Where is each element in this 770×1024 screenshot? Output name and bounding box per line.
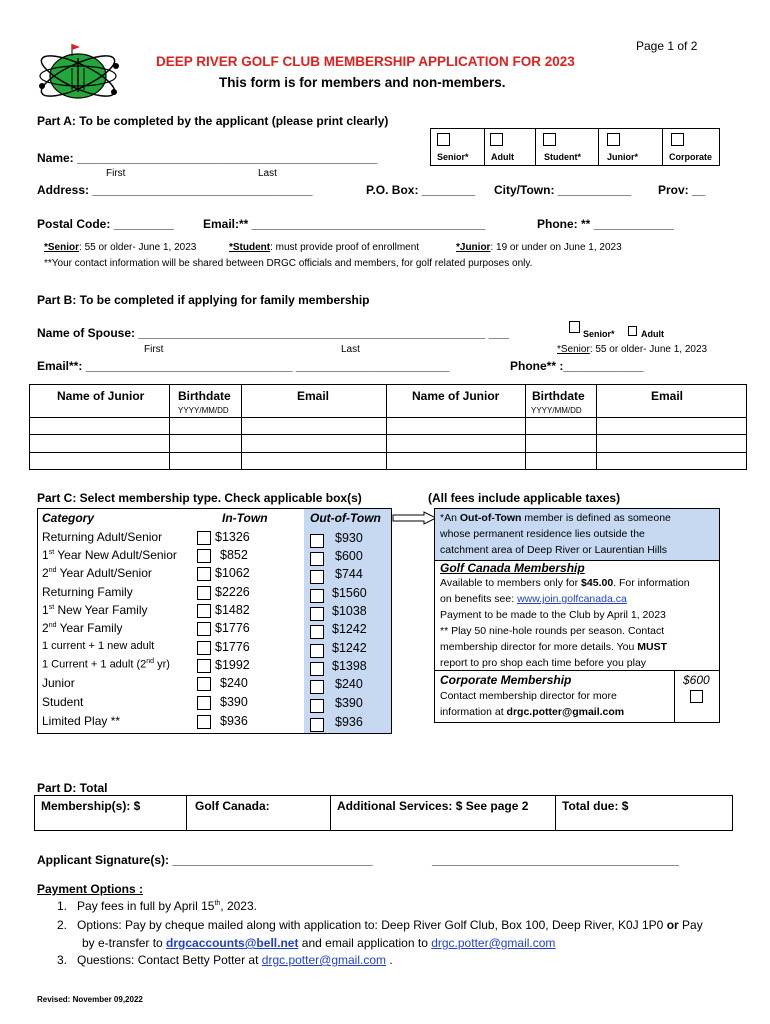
postal-code-field[interactable]: Postal Code: _________ <box>37 217 174 231</box>
junior-name-header-2: Name of Junior <box>412 389 500 403</box>
junior-type-label: Junior* <box>607 152 639 162</box>
corporate-line2: information at drgc.potter@gmail.com <box>440 706 625 718</box>
signature-field[interactable]: Applicant Signature(s): ______________________________ <box>37 853 373 867</box>
out-of-town-price: $936 <box>335 715 363 729</box>
arrow-right-icon <box>392 511 438 525</box>
spouse-senior-checkbox[interactable] <box>569 321 580 333</box>
out-of-town-checkbox[interactable] <box>310 552 324 566</box>
fee-category: Limited Play ** <box>42 714 121 728</box>
in-town-checkbox[interactable] <box>197 641 211 655</box>
in-town-price: $1776 <box>215 621 250 635</box>
in-town-checkbox[interactable] <box>197 586 211 600</box>
in-town-checkbox[interactable] <box>197 531 211 545</box>
application-email-link[interactable]: drgc.potter@gmail.com <box>431 936 556 950</box>
junior-name-header-1: Name of Junior <box>57 389 145 403</box>
out-of-town-checkbox[interactable] <box>310 589 324 603</box>
senior-note: *Senior: 55 or older- June 1, 2023 <box>44 242 197 253</box>
student-type-label: Student* <box>544 152 581 162</box>
in-town-header: In-Town <box>222 511 268 525</box>
payment-option-3: 3. Questions: Contact Betty Potter at drgc.potter@gmail.com . <box>57 953 393 967</box>
out-of-town-price: $240 <box>335 677 363 691</box>
fees-note: (All fees include applicable taxes) <box>428 491 621 505</box>
part-b-heading: Part B: To be completed if applying for family membership <box>37 293 370 307</box>
limited-play-line3: report to pro shop each time before you play <box>440 657 647 669</box>
golf-canada-title: Golf Canada Membership <box>440 561 585 575</box>
in-town-price: $936 <box>220 714 248 728</box>
out-of-town-price: $1242 <box>332 641 367 655</box>
senior-checkbox[interactable] <box>437 133 450 146</box>
name-label: Name: <box>37 151 78 165</box>
out-of-town-checkbox[interactable] <box>310 718 324 732</box>
junior-checkbox[interactable] <box>607 133 620 146</box>
out-of-town-price: $744 <box>335 567 363 581</box>
golf-canada-line1: Available to members only for $45.00. For information <box>440 577 690 589</box>
category-header: Category <box>42 511 95 525</box>
in-town-price: $1992 <box>215 658 250 672</box>
in-town-checkbox[interactable] <box>197 715 211 729</box>
part-a-heading: Part A: To be completed by the applicant (please print clearly) <box>37 114 389 128</box>
out-of-town-price: $1560 <box>332 586 367 600</box>
spouse-name-field[interactable]: Name of Spouse: ____________________________________________________ ___ <box>37 326 509 340</box>
out-of-town-checkbox[interactable] <box>310 534 324 548</box>
signature-field-2[interactable]: _____________________________________ <box>432 853 679 867</box>
in-town-price: $1776 <box>215 640 250 654</box>
senior-type-label: Senior* <box>437 152 469 162</box>
payment-option-1: 1. Pay fees in full by April 15th, 2023. <box>57 899 257 913</box>
last-name-hint: Last <box>258 168 277 179</box>
spouse-senior-label: Senior* <box>583 329 615 339</box>
out-of-town-checkbox[interactable] <box>310 607 324 621</box>
date-format-hint-2: YYYY/MM/DD <box>531 406 582 415</box>
fee-category: 1 Current + 1 adult (2nd yr) <box>42 658 170 671</box>
fee-category: 2nd Year Adult/Senior <box>42 566 152 580</box>
province-field[interactable]: Prov: __ <box>658 183 706 197</box>
form-title: DEEP RIVER GOLF CLUB MEMBERSHIP APPLICATION FOR 2023 <box>156 54 575 69</box>
fee-category: Student <box>42 695 84 709</box>
in-town-price: $852 <box>220 548 248 562</box>
page-number: Page 1 of 2 <box>636 39 698 53</box>
spouse-phone-field[interactable]: Phone** :____________ <box>510 359 644 373</box>
adult-checkbox[interactable] <box>490 133 503 146</box>
out-of-town-price: $600 <box>335 549 363 563</box>
spouse-last-hint: Last <box>341 344 360 355</box>
additional-services-field[interactable]: Additional Services: $ See page 2 <box>337 799 529 813</box>
limited-play-line1: ** Play 50 nine-hole rounds per season. Contact <box>440 625 665 637</box>
in-town-checkbox[interactable] <box>197 696 211 710</box>
payment-option-2: 2. Options: Pay by cheque mailed along with application to: Deep River Golf Club, Box 100, Deep River, K0J 1P0 or Pay <box>57 918 703 932</box>
corporate-title: Corporate Membership <box>440 673 572 687</box>
name-line: _____________________________________________ <box>77 151 378 165</box>
out-of-town-checkbox[interactable] <box>310 699 324 713</box>
in-town-price: $2226 <box>215 585 250 599</box>
in-town-price: $240 <box>220 676 248 690</box>
fee-category: 1st Year New Adult/Senior <box>42 548 177 562</box>
out-of-town-price: $1242 <box>332 622 367 636</box>
in-town-checkbox[interactable] <box>197 659 211 673</box>
fee-category: Returning Adult/Senior <box>42 530 163 544</box>
spouse-adult-label: Adult <box>641 329 664 339</box>
revised-date: Revised: November 09,2022 <box>37 995 143 1004</box>
corporate-line1: Contact membership director for more <box>440 690 617 702</box>
spouse-adult-checkbox[interactable] <box>628 326 637 336</box>
in-town-checkbox[interactable] <box>197 604 211 618</box>
fee-category: 1st New Year Family <box>42 603 148 617</box>
junior-email-header-1: Email <box>297 389 330 403</box>
golf-canada-total-field[interactable]: Golf Canada: <box>195 799 270 813</box>
part-d-heading: Part D: Total <box>37 781 108 795</box>
student-checkbox[interactable] <box>543 133 556 146</box>
contact-sharing-note: **Your contact information will be shared between DRGC officials and members, for golf related purposes only. <box>44 258 533 269</box>
etransfer-email-link[interactable]: drgcaccounts@bell.net <box>166 936 299 950</box>
out-of-town-checkbox[interactable] <box>310 625 324 639</box>
corporate-type-label: Corporate <box>669 152 713 162</box>
in-town-price: $1326 <box>215 530 250 544</box>
payment-option-2-line2: by e-transfer to drgcaccounts@bell.net and email application to drgc.potter@gmail.com <box>82 936 556 950</box>
in-town-checkbox[interactable] <box>197 567 211 581</box>
corporate-membership-checkbox[interactable] <box>690 690 703 703</box>
date-format-hint-1: YYYY/MM/DD <box>178 406 229 415</box>
junior-birthdate-header-1: Birthdate <box>178 389 231 403</box>
out-of-town-header: Out-of-Town <box>310 511 381 525</box>
out-of-town-checkbox[interactable] <box>310 570 324 584</box>
out-of-town-definition-l3: catchment area of Deep River or Laurentian Hills <box>440 544 668 556</box>
spouse-email-field[interactable]: Email**: _______________________________ _______________________ <box>37 359 450 373</box>
form-subtitle: This form is for members and non-members. <box>219 75 506 90</box>
club-logo <box>36 40 120 108</box>
junior-note: *Junior: 19 or under on June 1, 2023 <box>456 242 622 253</box>
golf-canada-line3: Payment to be made to the Club by April 1, 2023 <box>440 609 666 621</box>
part-c-heading: Part C: Select membership type. Check applicable box(s) <box>37 491 362 505</box>
contact-email-link[interactable]: drgc.potter@gmail.com <box>261 953 387 967</box>
adult-type-label: Adult <box>491 152 514 162</box>
student-note: *Student: must provide proof of enrollment <box>229 242 420 253</box>
phone-field[interactable]: Phone: ** ____________ <box>537 217 674 231</box>
city-field[interactable]: City/Town: ___________ <box>494 183 632 197</box>
fee-category: Returning Family <box>42 585 133 599</box>
out-of-town-price: $930 <box>335 531 363 545</box>
in-town-checkbox[interactable] <box>197 677 211 691</box>
fee-category: Junior <box>42 676 75 690</box>
junior-birthdate-header-2: Birthdate <box>532 389 585 403</box>
payment-options-heading: Payment Options : <box>37 882 144 896</box>
corporate-checkbox[interactable] <box>671 133 684 146</box>
corporate-email[interactable]: drgc.potter@gmail.com <box>506 706 625 718</box>
corporate-price: $600 <box>683 673 710 687</box>
out-of-town-definition: *An Out-of-Town member is defined as someone <box>440 512 671 524</box>
junior-email-header-2: Email <box>651 389 684 403</box>
out-of-town-definition-l2: whose permanent residence lies outside the <box>440 528 645 540</box>
fee-category: 2nd Year Family <box>42 621 123 635</box>
in-town-price: $1482 <box>215 603 250 617</box>
email-field[interactable]: Email:** ___________________________________ <box>203 217 486 231</box>
out-of-town-price: $1398 <box>332 659 367 673</box>
out-of-town-price: $390 <box>335 696 363 710</box>
in-town-checkbox[interactable] <box>197 549 211 563</box>
membership-total-field[interactable]: Membership(s): $ <box>41 799 141 813</box>
first-name-hint: First <box>106 168 126 179</box>
spouse-senior-note: *Senior: 55 or older- June 1, 2023 <box>557 344 708 355</box>
in-town-price: $390 <box>220 695 248 709</box>
limited-play-line2: membership director for more details. You MUST <box>440 641 668 653</box>
in-town-checkbox[interactable] <box>197 622 211 636</box>
golf-canada-line2: on benefits see: www.join.golfcanada.ca <box>440 593 627 605</box>
address-field[interactable]: Address: _________________________________ <box>37 183 313 197</box>
golf-canada-link[interactable]: www.join.golfcanada.ca <box>517 593 627 605</box>
po-box-field[interactable]: P.O. Box: ________ <box>366 183 476 197</box>
total-due-field[interactable]: Total due: $ <box>562 799 629 813</box>
out-of-town-price: $1038 <box>332 604 367 618</box>
out-of-town-checkbox[interactable] <box>310 644 324 658</box>
spouse-first-hint: First <box>144 344 164 355</box>
in-town-price: $1062 <box>215 566 250 580</box>
applicant-name-field[interactable] <box>37 151 377 165</box>
fee-category: 1 current + 1 new adult <box>42 640 155 652</box>
out-of-town-checkbox[interactable] <box>310 662 324 676</box>
out-of-town-checkbox[interactable] <box>310 680 324 694</box>
